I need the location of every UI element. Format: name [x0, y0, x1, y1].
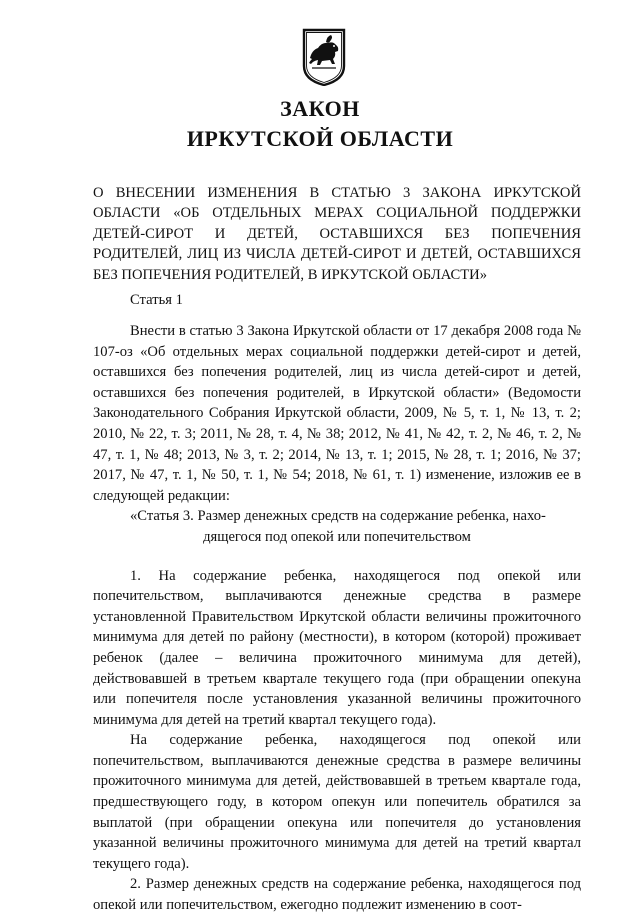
irkutsk-coat-of-arms-icon: [302, 28, 346, 86]
law-title-line-2: ИРКУТСКОЙ ОБЛАСТИ: [186, 126, 454, 151]
article-paragraph-3: 2. Размер денежных средств на содержание ребенка, находящегося под опекой или попечительством, ежегодно подлежит изменению в соот-: [93, 876, 581, 914]
law-title: [0, 94, 640, 154]
law-subject: О ВНЕСЕНИИ ИЗМЕНЕНИЯ В СТАТЬЮ 3 ЗАКОНА ИРКУТСКОЙ ОБЛАСТИ «ОБ ОТДЕЛЬНЫХ МЕРАХ СОЦИАЛЬНОЙ ПОДДЕРЖКИ ДЕТЕЙ-СИРОТ И ДЕТЕЙ, ОСТАВШИХСЯ БЕЗ ПОПЕЧЕНИЯ РОДИТЕЛЕЙ, ЛИЦ ИЗ ЧИСЛА ДЕТЕЙ-СИРОТ И ДЕТЕЙ, ОСТАВШИХСЯ БЕЗ ПОПЕЧЕНИЯ РОДИТЕЛЕЙ, В ИРКУТСКОЙ ОБЛАСТИ»: [93, 185, 581, 283]
new-article-heading-continuation: дящегося под опекой или попечительством: [203, 528, 471, 545]
law-title-line-1: ЗАКОН: [280, 96, 360, 121]
paragraph-gap: [93, 548, 581, 566]
article-label: Статья 1: [130, 292, 183, 308]
article-paragraph-2: На содержание ребенка, находящегося под опекой или попечительством, выплачиваются денежные средства в размере величины прожиточного минимума для детей, действовавшей в третьем квартале года, предшествующего году, в котором опекун или попечитель обратился за выплатой (при обращении опекуна или попечителя до установления указанной величины прожиточного минимума для детей на третий квартал текущего года).: [93, 732, 581, 872]
article-paragraph-1: 1. На содержание ребенка, находящегося под опекой или попечительством, выплачиваются денежные средства в размере установленной Правительством Иркутской области величины прожиточного минимума для детей по району (местности), в котором (которой) проживает ребенок (далее – величина прожиточного минимума для детей), действовавшей в третьем квартале текущего года (при обращении опекуна или попечителя после установления указанной величины прожиточного минимума для детей на третий квартал текущего года).: [93, 567, 581, 728]
new-article-heading: «Статья 3. Размер денежных средств на содержание ребенка, нахо-: [130, 508, 546, 525]
article-intro-paragraph: Внести в статью 3 Закона Иркутской области от 17 декабря 2008 года № 107-оз «Об отдельных мерах социальной поддержки детей-сирот и детей, оставшихся без попечения родителей, лиц из числа детей-сирот и детей, оставшихся без попечения родителей, в Иркутской области» (Ведомости Законодательного Собрания Иркутской области, 2009, № 5, т. 1, № 13, т. 2; 2010, № 22, т. 3; 2011, № 28, т. 4, № 38; 2012, № 41, № 42, т. 2, № 46, т. 2, № 47, т. 1, № 48; 2013, № 3, т. 2; 2014, № 13, т. 1; 2015, № 28, т. 1; 2016, № 37; 2017, № 47, т. 1, № 50, т. 1, № 54; 2018, № 61, т. 1) изменение, изложив ее в следующей редакции:: [93, 323, 581, 504]
article-body: [93, 321, 581, 916]
